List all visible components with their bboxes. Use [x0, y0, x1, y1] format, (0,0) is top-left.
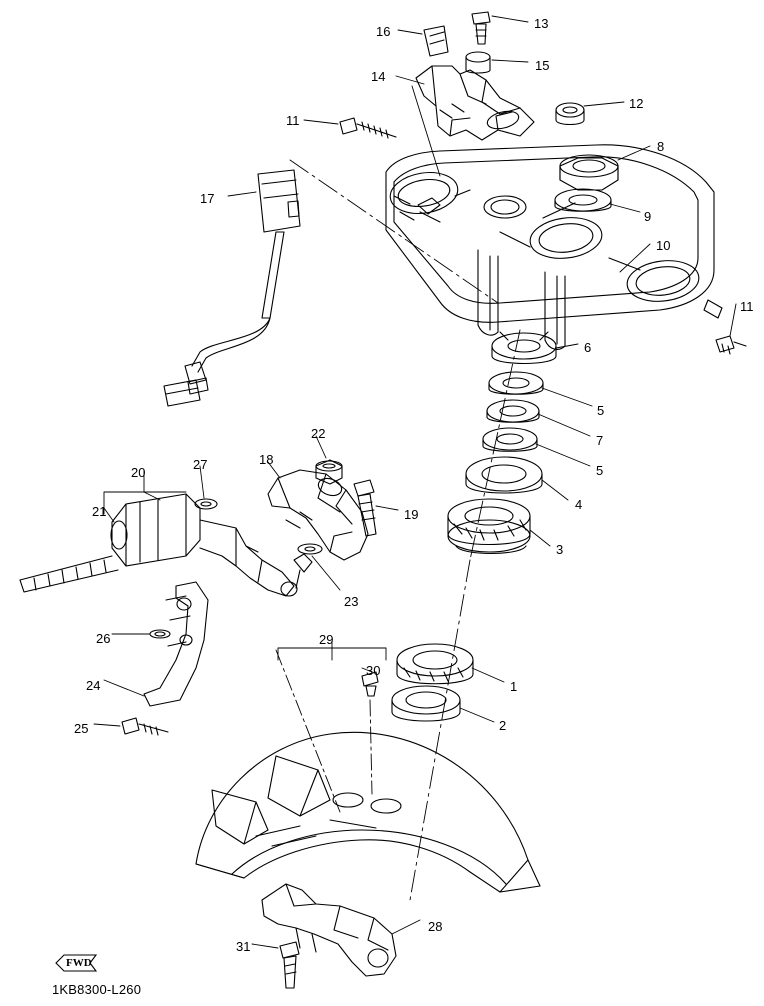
ignition-switch-17	[164, 170, 300, 406]
master-cylinder-20	[20, 494, 312, 735]
bolt-31	[280, 942, 299, 988]
callout-13: 13	[534, 16, 549, 31]
washer-23	[298, 544, 322, 554]
bracket-28	[262, 884, 396, 976]
triple-clamp-upper-bracket	[386, 145, 722, 350]
callout-17: 17	[200, 191, 215, 206]
front-fender	[196, 732, 540, 892]
callout-12: 12	[629, 96, 644, 111]
washer-12	[556, 103, 584, 125]
bracket-16	[424, 26, 448, 56]
callout-20: 20	[131, 465, 146, 480]
callout-10: 10	[656, 238, 671, 253]
callout-11-right: 11	[740, 299, 754, 314]
callout-5-lower: 5	[596, 463, 604, 478]
seal-2	[392, 686, 460, 721]
fwd-label: FWD	[66, 957, 92, 969]
callout-25: 25	[74, 721, 89, 736]
callout-31: 31	[236, 939, 251, 954]
callout-9: 9	[644, 209, 652, 224]
callout-21: 21	[92, 504, 107, 519]
callout-23: 23	[344, 594, 359, 609]
washer-5-upper	[489, 372, 543, 394]
bolt-19	[354, 480, 376, 536]
callout-11-upper: 11	[286, 113, 300, 128]
callout-15: 15	[535, 58, 550, 73]
callout-8: 8	[657, 139, 665, 154]
callout-3: 3	[556, 542, 564, 557]
callout-1: 1	[510, 679, 518, 694]
bearing-3	[448, 499, 530, 554]
callout-5-upper: 5	[597, 403, 605, 418]
callout-6: 6	[584, 340, 592, 355]
callout-19: 19	[404, 507, 419, 522]
callout-16: 16	[376, 24, 391, 39]
bolt-11-right	[716, 336, 746, 354]
callout-30: 30	[366, 663, 381, 678]
bolt-11-upper	[340, 118, 396, 138]
part-number: 1KB8300-L260	[52, 982, 142, 997]
callout-27: 27	[193, 457, 208, 472]
washer-5-lower	[483, 428, 537, 451]
bearing-1	[397, 644, 473, 684]
callout-22: 22	[311, 426, 326, 441]
bolt-13	[472, 12, 490, 44]
bearing-race-4	[466, 457, 542, 493]
callout-18: 18	[259, 452, 274, 467]
callout-7: 7	[596, 433, 604, 448]
washer-7	[487, 400, 539, 422]
callout-2: 2	[499, 718, 507, 733]
callout-28: 28	[428, 919, 443, 934]
callout-26: 26	[96, 631, 111, 646]
callout-14: 14	[371, 69, 386, 84]
handlebar-holder-18	[268, 470, 368, 560]
callout-29: 29	[319, 632, 334, 647]
callout-4: 4	[575, 497, 583, 512]
cable-guide-14	[416, 66, 534, 140]
callout-24: 24	[86, 678, 101, 693]
dust-cover-6	[492, 332, 556, 364]
